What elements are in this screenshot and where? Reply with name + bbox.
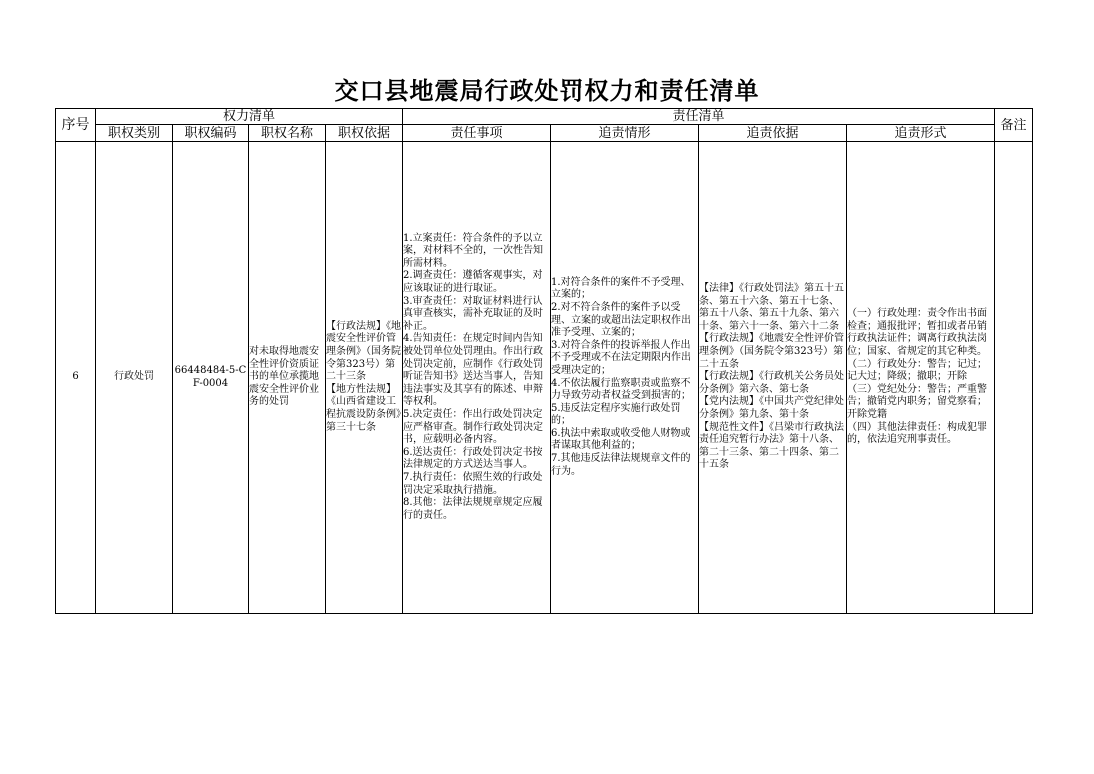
row-power-name: 对未取得地震安全性评价资质证书的单位承揽地震安全性评价业务的处罚	[249, 142, 326, 614]
row-accountability-basis: 【法律】《行政处罚法》第五十五条、第五十六条、第五十七条、第五十八条、第五十九条、第六十条、第六十一条、第六十二条 【行政法规】《地震安全性评价管理条例》（国务院令第323号）第二十五条 【行政法规】《行政机关公务员处分条例》第六条、第七条 【党内法规】《中国共产党纪律处分条例》第九条、第十条 【规范性文件】《吕梁市行政执法责任追究暂行办法》第十八条、第二十三条、第二十四条、第二十五条	[699, 142, 847, 614]
row-situation: 1.对符合条件的案件不予受理、立案的； 2.对不符合条件的案件予以受理、立案的或超出法定职权作出准予受理、立案的； 3.对符合条件的投诉举报人作出不予受理或不在法定期限内作出受理决定的； 4.不依法履行监察职责或监察不力导致劳动者权益受到损害的； 5.违反法定程序实施行政处罚的； 6.执法中索取或收受他人财物或者谋取其他利益的； 7.其他违反法律法规规章文件的行为。	[551, 142, 699, 614]
power-responsibility-table	[55, 108, 1033, 614]
header-seq: 序号	[56, 109, 96, 142]
row-remark	[995, 142, 1033, 614]
row-code: 66448484-5-CF-0004	[173, 142, 249, 614]
row-seq: 6	[56, 142, 96, 614]
header-category: 职权类别	[96, 125, 173, 142]
header-accountability-form: 追责形式	[847, 125, 995, 142]
row-power-basis: 【行政法规】《地震安全性评价管理条例》（国务院令第323号）第二十三条 【地方性法规】《山西省建设工程抗震设防条例》第三十七条	[326, 142, 403, 614]
header-name: 职权名称	[249, 125, 326, 142]
row-accountability-form: （一）行政处理：责令作出书面检查；通报批评；暂扣或者吊销行政执法证件；调离行政执法岗位；国家、省规定的其它种类。 （二）行政处分：警告；记过；记大过；降级；撤职；开除 （三）党纪处分：警告；严重警告；撤销党内职务；留党察看；开除党籍 （四）其他法律责任：构成犯罪的，依法追究刑事责任。	[847, 142, 995, 614]
header-row-2	[56, 125, 1033, 142]
header-row-1	[56, 109, 1033, 125]
header-basis: 职权依据	[326, 125, 403, 142]
header-code: 职权编码	[173, 125, 249, 142]
row-category: 行政处罚	[96, 142, 173, 614]
header-remark: 备注	[995, 109, 1033, 142]
row-duty: 1.立案责任：符合条件的予以立案，对材料不全的，一次性告知所需材料。 2.调查责任：遵循客观事实，对应该取证的进行取证。 3.审查责任：对取证材料进行认真审查核实，需补充取证的及时补正。 4.告知责任：在规定时间内告知被处罚单位处罚理由。作出行政处罚决定前，应制作《行政处罚听证告知书》送达当事人，告知违法事实及其享有的陈述、申辩等权利。 5.决定责任：作出行政处罚决定应严格审查。制作行政处罚决定书，应载明必备内容。 6.送达责任：行政处罚决定书按法律规定的方式送达当事人。 7.执行责任：依照生效的行政处罚决定采取执行措施。 8.其他：法律法规规章规定应履行的责任。	[403, 142, 551, 614]
header-duty: 责任事项	[403, 125, 551, 142]
header-responsibility-list: 责任清单	[403, 109, 995, 125]
header-situation: 追责情形	[551, 125, 699, 142]
header-accountability-basis: 追责依据	[699, 125, 847, 142]
page-title: 交口县地震局行政处罚权力和责任清单	[334, 76, 760, 105]
header-power-list: 权力清单	[96, 109, 403, 125]
table-row	[56, 142, 1033, 614]
